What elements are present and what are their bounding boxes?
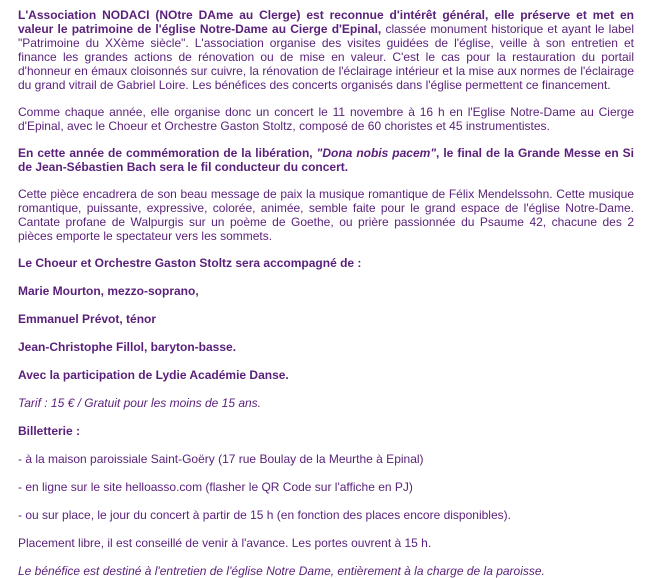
intro-paragraph: [18, 8, 634, 92]
liberation-title: "Dona nobis pacem": [316, 146, 437, 160]
concert-intro-paragraph: Comme chaque année, elle organise donc un concert le 11 novembre à 16 h en l'Eglise Notre-Dame au Cierge d'Epinal, avec le Choeur et Orchestre Gaston Stoltz, composé de 60 choristes et 45 instrumentistes.: [18, 105, 634, 133]
benefice-note: Le bénéfice est destiné à l'entretien de l'église Notre Dame, entièrement à la charge de la paroisse.: [18, 564, 545, 578]
intro-text: classée monument historique et ayant le label "Patrimoine du XXème siècle". L'association organise des visites guidées de l'église, veille à son entretien et finance les grandes actions de rénovation ou de mise en valeur. C'est le cas pour la restauration du portail d'honneur en émaux cloisonnés sur cuivre, la rénovation de l'éclairage intérieur et la mise aux normes de l'éclairage du grand vitrail de Gabriel Loire. Les bénéfices des concerts organisés dans l'église permettent ce financement.: [18, 22, 635, 92]
billetterie-item-onsite: - ou sur place, le jour du concert à partir de 15 h (en fonction des places encore disponibles).: [18, 508, 511, 522]
liberation-part1: En cette année de commémoration de la libération,: [18, 146, 317, 160]
dance-participation: Avec la participation de Lydie Académie Danse.: [18, 368, 289, 382]
performer-2: Emmanuel Prévot, ténor: [18, 312, 157, 326]
accompanied-heading: Le Choeur et Orchestre Gaston Stoltz sera accompagné de :: [18, 256, 362, 270]
liberation-paragraph: [18, 146, 634, 174]
billetterie-item-online: - en ligne sur le site helloasso.com (flasher le QR Code sur l'affiche en PJ): [18, 480, 413, 494]
tarif: Tarif : 15 € / Gratuit pour les moins de 15 ans.: [18, 396, 262, 410]
intro-bold: L'Association NODACI (NOtre DAme au Clerge) est reconnue d'intérêt général, elle préserve et met en valeur le patrimoine de l'église Notre-Dame au Cierge d'Epinal,: [18, 8, 634, 36]
billetterie-heading: Billetterie :: [18, 424, 81, 438]
liberation-part2: , le final de la Grande Messe en Si de Jean-Sébastien Bach sera le fil conducteur du concert.: [18, 146, 634, 174]
placement-info: Placement libre, il est conseillé de venir à l'avance. Les portes ouvrent à 15 h.: [18, 536, 432, 550]
performer-1: Marie Mourton, mezzo-soprano,: [18, 284, 199, 298]
performer-3: Jean-Christophe Fillol, baryton-basse.: [18, 340, 237, 354]
billetterie-item-paroisse: - à la maison paroissiale Saint-Goëry (17 rue Boulay de la Meurthe à Epinal): [18, 452, 424, 466]
program-paragraph: Cette pièce encadrera de son beau message de paix la musique romantique de Félix Mendelssohn. Cette musique romantique, puissante, expressive, colorée, animée, semble faite pour le grand espace de l'église Notre-Dame. Cantate profane de Walpurgis sur un poème de Goethe, ou prière passionnée du Psaume 42, chacune des 2 pièces emporte le spectateur vers les sommets.: [18, 187, 634, 243]
